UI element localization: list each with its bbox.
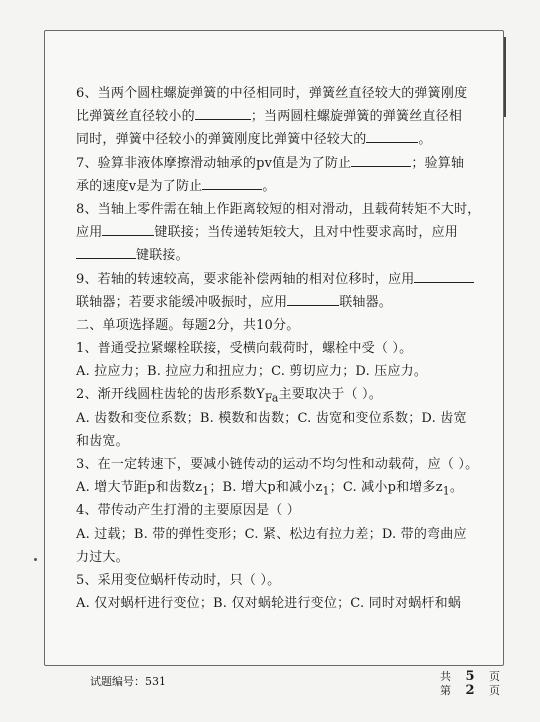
mc-q1-options: A. 拉应力；B. 拉应力和扭应力；C. 剪切应力；D. 压应力。 <box>76 364 428 380</box>
mc-q4-options-2: 力过大。 <box>76 549 129 565</box>
q9-line-2: 联轴器；若要求能缓冲吸振时，应用 联轴器。 <box>76 291 456 314</box>
answer-blank <box>351 152 411 167</box>
q7-line-1: 7、验算非液体摩擦滑动轴承的pv值是为了防止 ；验算轴 <box>76 152 456 175</box>
page-counter <box>440 670 500 698</box>
mc-q2-options-1: A. 齿数和变位系数；B. 模数和齿数；C. 齿宽和变位系数；D. 齿宽 <box>76 410 467 426</box>
mc-q5: 5、采用变位蜗杆传动时，只（ ）。 <box>76 572 281 588</box>
mc-q5-options: A. 仅对蜗杆进行变位；B. 仅对蜗轮进行变位；C. 同时对蜗杆和蜗 <box>76 596 462 612</box>
answer-blank <box>366 128 418 143</box>
answer-blank <box>287 291 339 306</box>
mc-q2-options-2: 和齿宽。 <box>76 433 129 449</box>
exam-code: 试题编号：531 <box>90 675 166 688</box>
q6-line-1: 6、当两个圆柱螺旋弹簧的中径相同时，弹簧丝直径较大的弹簧刚度 <box>76 86 468 101</box>
mc-q2: 2、渐开线圆柱齿轮的齿形系数$Y_{Fa}$主要取决于（ ）。 <box>76 387 382 406</box>
section-two-heading: 二、单项选择题。每题2分，共10分。 <box>76 317 300 333</box>
total-pages: 共 5 页 <box>440 669 500 684</box>
q8-line-2: 应用 键联接；当传递转矩较大，且对中性要求高时，应用 <box>76 221 456 244</box>
q6-line-2: 比弹簧丝直径较小的 ；当两圆柱螺旋弹簧的弹簧丝直径相 <box>76 105 456 128</box>
answer-blank <box>102 221 154 236</box>
mc-q1: 1、普通受拉紧螺栓联接，受横向载荷时，螺栓中受（ ）。 <box>76 341 413 357</box>
mc-q4-options-1: A. 过载；B. 带的弹性变形；C. 紧、松边有拉力差；D. 带的弯曲应 <box>76 526 467 542</box>
current-page: 第 2 页 <box>440 683 500 698</box>
q9-line-1: 9、若轴的转速较高，要求能补偿两轴的相对位移时，应用 <box>76 268 456 291</box>
mc-q3-options: A. 增大节距p和齿数$z_1$；B. 增大p和减小$z_1$；C. 减小p和增多$z_1$。 <box>76 480 464 498</box>
q8-line-3: 键联接。 <box>76 244 456 267</box>
mc-q3: 3、在一定转速下，要减小链传动的运动不均匀性和动载荷，应（ ）。 <box>76 457 479 472</box>
mc-q4: 4、带传动产生打滑的主要原因是（ ） <box>76 503 301 519</box>
answer-blank <box>414 268 474 283</box>
q6-line-3: 同时，弹簧中径较小的弹簧刚度比弹簧中径较大的 。 <box>76 128 456 151</box>
answer-blank <box>76 244 136 259</box>
margin-dot <box>34 558 37 561</box>
answer-blank <box>195 105 251 120</box>
q8-line-1: 8、当轴上零件需在轴上作距离较短的相对滑动，且载荷转矩不大时， <box>76 201 481 217</box>
q7-line-2: 承的速度v是为了防止 。 <box>76 175 456 198</box>
exam-body <box>76 82 481 615</box>
answer-blank <box>202 175 262 190</box>
